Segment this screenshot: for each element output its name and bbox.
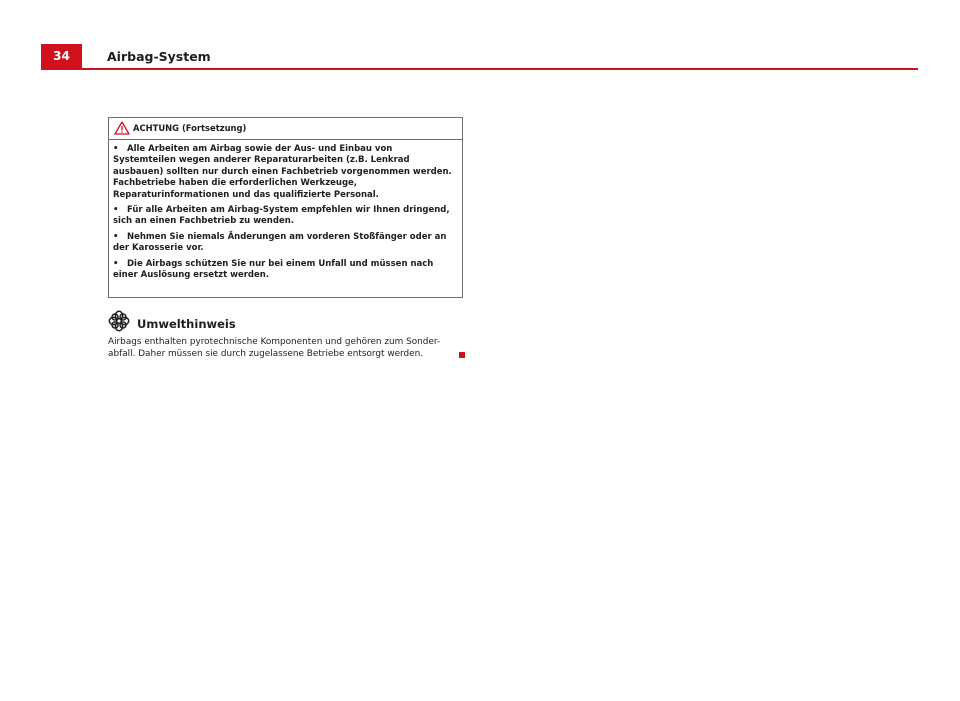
page-header [41,44,918,70]
environment-title: Umwelthinweis [137,317,236,331]
warning-triangle-icon [114,121,130,135]
section-end-marker [459,352,465,358]
warning-item-text: Die Airbags schützen Sie nur bei einem Unfall und müssen nach einer Auslösung ersetzt werden. [113,258,434,281]
warning-item-text: Alle Arbeiten am Airbag sowie der Aus- und Einbau von Systemteilen wegen anderer Reparaturarbeiten (z.B. Lenkrad ausbauen) sollten nur durch einen Fachbetrieb vorgenommen werden. Fachbetriebe haben die erforderlichen Werkzeuge, Reparaturinformationen und das qualifizierte Personal. [113,144,452,200]
warning-item-text: Für alle Arbeiten am Airbag-System empfehlen wir Ihnen dringend, sich an einen Fachbetrieb zu wenden. [113,205,450,227]
warning-item [113,232,457,255]
bullet: • [113,205,119,216]
warning-title: ACHTUNG (Fortsetzung) [133,123,247,133]
bullet: • [113,258,119,269]
warning-box [108,117,463,298]
warning-item [113,205,457,228]
warning-list [109,140,462,281]
warning-item [113,259,457,282]
section-title: Airbag-System [107,49,211,64]
flower-icon [108,310,130,332]
bullet: • [113,144,119,154]
warning-item [113,144,457,201]
environment-text: Airbags enthalten pyrotechnische Komponenten und gehören zum Sonder-abfall. Daher müssen sie durch zugelassene Betriebe entsorgt werden. [108,337,441,359]
bullet: • [113,231,119,242]
page-number: 34 [41,44,82,68]
warning-item-text: Nehmen Sie niemals Änderungen am vorderen Stoßfänger oder an der Karosserie vor. [113,231,447,254]
warning-header [109,118,462,140]
